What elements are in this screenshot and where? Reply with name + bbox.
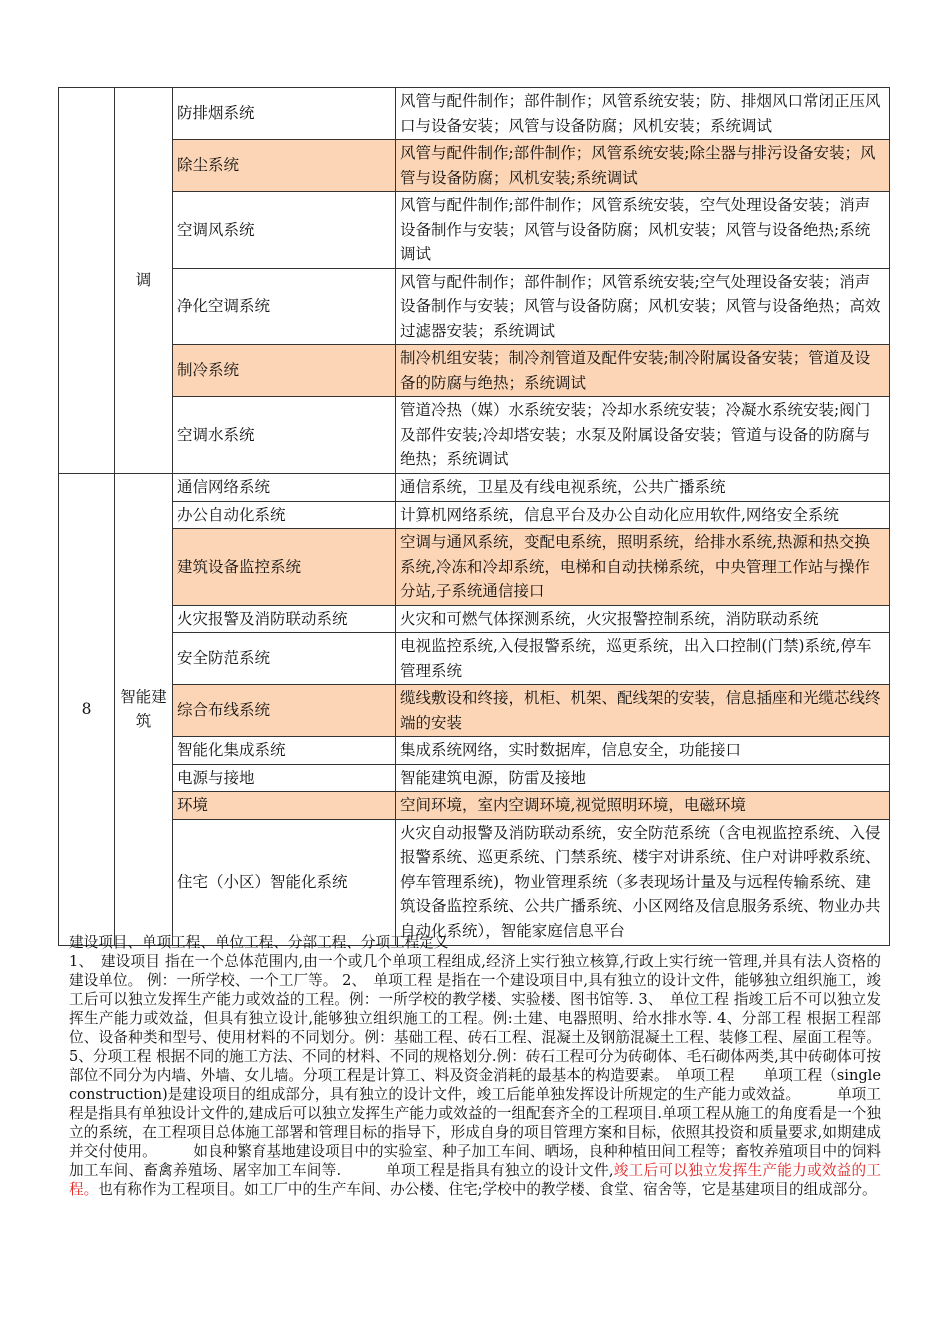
system-name-cell: 智能化集成系统 xyxy=(173,737,396,765)
system-name-cell: 建筑设备监控系统 xyxy=(173,529,396,606)
system-content-cell: 集成系统网络，实时数据库，信息安全，功能接口 xyxy=(396,737,890,765)
system-name-cell: 安全防范系统 xyxy=(173,633,396,685)
system-content-cell: 智能建筑电源，防雷及接地 xyxy=(396,764,890,792)
system-content-cell: 管道冷热（媒）水系统安装；冷却水系统安装；冷凝水系统安装;阀门及部件安装;冷却塔安装；水泵及附属设备安装；管道与设备的防腐与绝热；系统调试 xyxy=(396,397,890,474)
system-name-cell: 电源与接地 xyxy=(173,764,396,792)
system-name-cell: 防排烟系统 xyxy=(173,88,396,140)
table-row xyxy=(59,501,890,529)
system-content-cell: 风管与配件制作；部件制作；风管系统安装；防、排烟风口常闭正压风口与设备安装；风管与设备防腐；风机安装；系统调试 xyxy=(396,88,890,140)
work-division-table xyxy=(58,87,890,946)
table-row xyxy=(59,88,890,140)
system-name-cell: 除尘系统 xyxy=(173,140,396,192)
row-number-cell: 8 xyxy=(59,474,115,946)
system-name-cell: 净化空调系统 xyxy=(173,268,396,345)
system-content-cell: 计算机网络系统，信息平台及办公自动化应用软件,网络安全系统 xyxy=(396,501,890,529)
table-row xyxy=(59,345,890,397)
definitions-body xyxy=(69,952,881,1199)
system-content-cell: 缆线敷设和终接，机柜、机架、配线架的安装，信息插座和光缆芯线终端的安装 xyxy=(396,685,890,737)
system-name-cell: 空调风系统 xyxy=(173,192,396,269)
table-body xyxy=(59,88,890,946)
table-row xyxy=(59,792,890,820)
system-content-cell: 风管与配件制作;部件制作；风管系统安装;除尘器与排污设备安装；风管与设备防腐；风机安装;系统调试 xyxy=(396,140,890,192)
system-content-cell: 电视监控系统,入侵报警系统，巡更系统，出入口控制(门禁)系统,停车管理系统 xyxy=(396,633,890,685)
table-row xyxy=(59,605,890,633)
row-number-cell xyxy=(59,88,115,474)
system-content-cell: 火灾和可燃气体探测系统，火灾报警控制系统，消防联动系统 xyxy=(396,605,890,633)
table-row xyxy=(59,764,890,792)
table-row xyxy=(59,140,890,192)
system-name-cell: 环境 xyxy=(173,792,396,820)
table-row xyxy=(59,268,890,345)
system-name-cell: 空调水系统 xyxy=(173,397,396,474)
system-content-cell: 通信系统，卫星及有线电视系统，公共广播系统 xyxy=(396,474,890,502)
table-row xyxy=(59,474,890,502)
table-row xyxy=(59,685,890,737)
table-row xyxy=(59,737,890,765)
table-row xyxy=(59,819,890,945)
definitions-text-tail: 也有称作为工程项目。如工厂中的生产车间、办公楼、住宅;学校中的教学楼、食堂、宿舍等，它是基建项目的组成部分。 xyxy=(98,1181,877,1198)
system-name-cell: 住宅（小区）智能化系统 xyxy=(173,819,396,945)
definitions-text: 1、 建设项目 指在一个总体范围内,由一个或几个单项工程组成,经济上实行独立核算,行政上实行统一管理,并具有法人资格的建设单位。 例：一所学校、一个工厂等。 2、 单项工程 是指在一个建设项目中,具有独立的设计文件，能够独立组织施工，竣工后可以独立发挥生产能力或效益的工程。例：一所学校的教学楼、实验楼、图书馆等. 3、 单位工程 指竣工后不可以独立发挥生产能力或效益，但具有独立设计,能够独立组织施工的工程。例:土建、电器照明、给水排水等. 4、分部工程 根据工程部位、设备种类和型号、使用材料的不同划分。例：基础工程、砖石工程、混凝土及钢筋混凝土工程、装修工程、屋面工程等。 5、分项工程 根据不同的施工方法、不同的材料、不同的规格划分.例：砖石工程可分为砖砌体、毛石砌体两类,其中砖砌体可按部位不同分为内墙、外墙、女儿墙。分项工程是计算工、料及资金消耗的最基本的构造要素。 单项工程 单项工程（single construction)是建设项目的组成部分，具有独立的设计文件，竣工后能单独发挥设计所规定的生产能力或效益。 单项工程是指具有单独设计文件的,建成后可以独立发挥生产能力或效益的一组配套齐全的工程项目.单项工程从施工的角度看是一个独立的系统，在工程项目总体施工部署和管理目标的指导下，形成自身的项目管理方案和目标，依照其投资和质量要求,如期建成并交付使用。 如良种繁育基地建设项目中的实验室、种子加工车间、晒场，良种种植田间工程等；畜牧养殖项目中的饲料加工车间、畜禽养殖场、屠宰加工车间等. 单项工程是指具有独立的设计文件, xyxy=(69,953,881,1179)
system-content-cell: 空间环境，室内空调环境,视觉照明环境，电磁环境 xyxy=(396,792,890,820)
system-content-cell: 风管与配件制作；部件制作；风管系统安装;空气处理设备安装；消声设备制作与安装；风管与设备防腐；风机安装；风管与设备绝热；高效过滤器安装；系统调试 xyxy=(396,268,890,345)
table-row xyxy=(59,192,890,269)
table-row xyxy=(59,529,890,606)
table-row xyxy=(59,633,890,685)
system-content-cell: 风管与配件制作;部件制作；风管系统安装，空气处理设备安装；消声设备制作与安装；风管与设备防腐；风机安装；风管与设备绝热;系统调试 xyxy=(396,192,890,269)
system-content-cell: 火灾自动报警及消防联动系统，安全防范系统（含电视监控系统、入侵报警系统、巡更系统、门禁系统、楼宇对讲系统、住户对讲呼救系统、停车管理系统)，物业管理系统（多表现场计量及与远程传输系统、建筑设备监控系统、公共广播系统、小区网络及信息服务系统、物业办共自动化系统），智能家庭信息平台 xyxy=(396,819,890,945)
system-content-cell: 空调与通风系统，变配电系统，照明系统，给排水系统,热源和热交换系统,冷冻和冷却系统，电梯和自动扶梯系统，中央管理工作站与操作分站,子系统通信接口 xyxy=(396,529,890,606)
definitions-section xyxy=(69,933,881,1199)
system-name-cell: 通信网络系统 xyxy=(173,474,396,502)
table-row xyxy=(59,397,890,474)
definitions-highlight-text: 竣工后可以独立发挥生产能力或效益的工程。 xyxy=(69,1162,881,1198)
category-cell: 智能建筑 xyxy=(115,474,173,946)
system-name-cell: 综合布线系统 xyxy=(173,685,396,737)
system-content-cell: 制冷机组安装；制冷剂管道及配件安装;制冷附属设备安装；管道及设备的防腐与绝热；系统调试 xyxy=(396,345,890,397)
system-name-cell: 火灾报警及消防联动系统 xyxy=(173,605,396,633)
system-name-cell: 办公自动化系统 xyxy=(173,501,396,529)
category-cell: 调 xyxy=(115,88,173,474)
definitions-heading: 建设项目、单项工程、单位工程、分部工程、分项工程定义 xyxy=(69,934,449,951)
system-name-cell: 制冷系统 xyxy=(173,345,396,397)
